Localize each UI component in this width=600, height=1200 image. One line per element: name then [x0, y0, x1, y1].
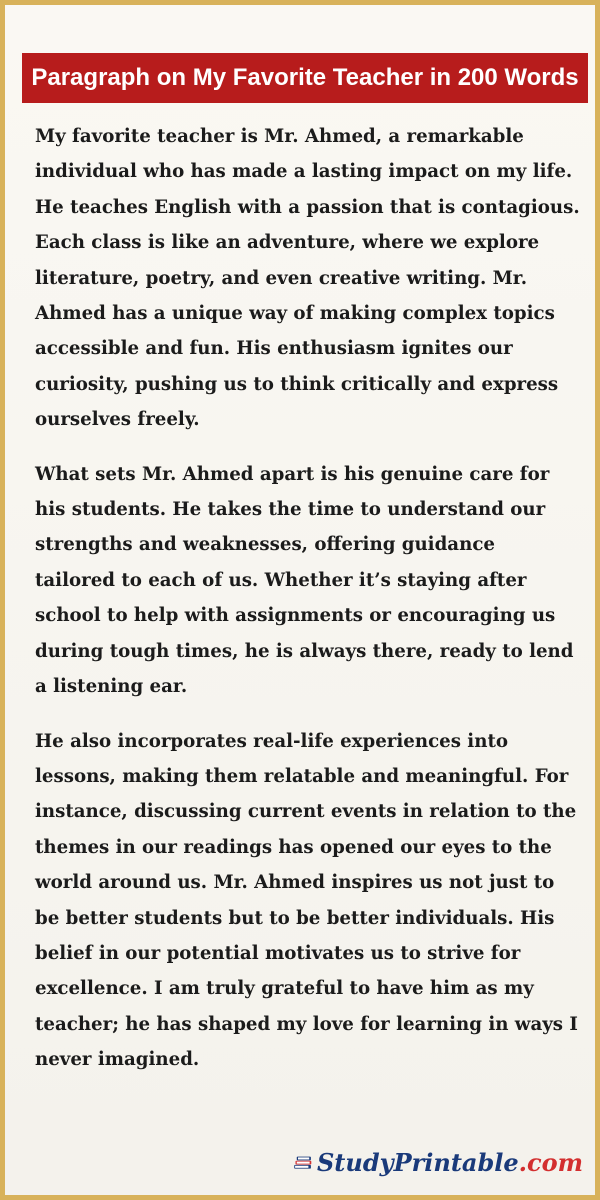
logo-name: StudyPrintable — [316, 1147, 519, 1177]
article-body — [35, 119, 580, 1078]
page-title: Paragraph on My Favorite Teacher in 200 Words — [22, 53, 588, 103]
paragraph-2: What sets Mr. Ahmed apart is his genuine care for his students. He takes the time to understand our strengths and weaknesses, offering guidance tailored to each of us. Whether it’s staying after school to help with assignments or encouraging us during tough times, he is always there, ready to lend a listening ear. — [35, 463, 574, 698]
logo-wordmark — [317, 1148, 583, 1177]
paragraph-3: He also incorporates real-life experiences into lessons, making them relatable and meaningful. For instance, discussing current events in relation to the themes in our readings has opened our eyes to the world around us. Mr. Ahmed inspires us not just to be better students but to be better individuals. His belief in our potential motivates us to strive for excellence. I am truly grateful to have him as my teacher; he has shaped my love for learning in ways I never imagined. — [35, 730, 578, 1071]
logo-suffix: .com — [518, 1147, 583, 1177]
paragraph-1: My favorite teacher is Mr. Ahmed, a remarkable individual who has made a lasting impact on my life. He teaches English with a passion that is contagious. Each class is like an adventure, where we explore literature, poetry, and even creative writing. Mr. Ahmed has a unique way of making complex topics accessible and fun. His enthusiasm ignites our curiosity, pushing us to think critically and express ourselves freely. — [35, 126, 580, 431]
books-stack-icon — [293, 1142, 313, 1182]
studyprintable-logo — [293, 1139, 583, 1185]
